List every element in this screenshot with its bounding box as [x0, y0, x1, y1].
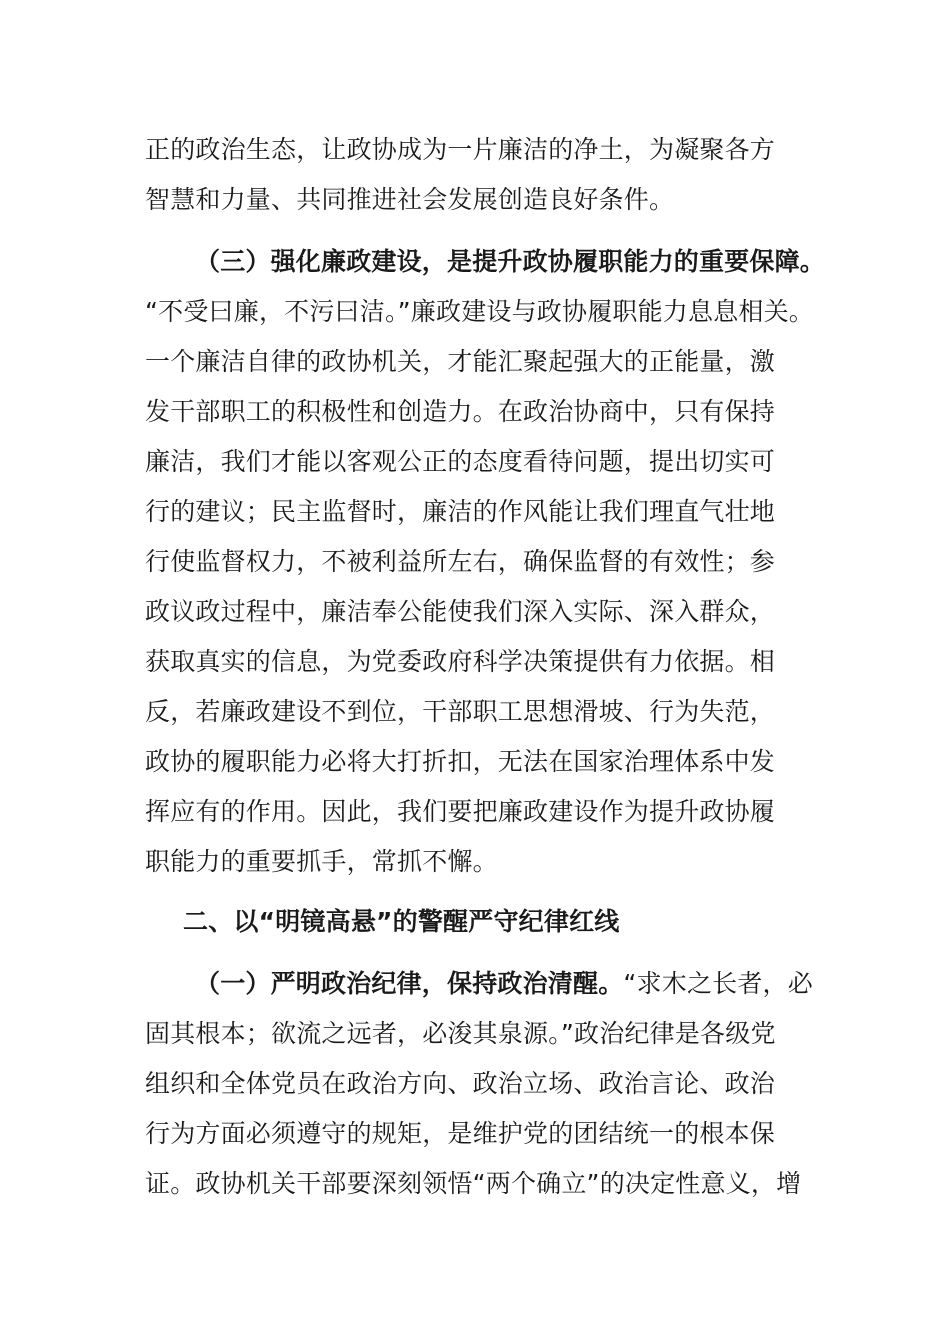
section-heading-3: （三）强化廉政建设，是提升政协履职能力的重要保障。: [195, 247, 826, 276]
body-line: 证。政协机关干部要深刻领悟“两个确立”的决定性意义，增: [145, 1169, 802, 1198]
body-line: 职能力的重要抓手，常抓不懈。: [145, 847, 498, 876]
body-line: 发干部职工的积极性和创造力。在政治协商中，只有保持: [145, 397, 776, 426]
paragraph-first-line: [195, 966, 813, 1002]
body-line: 智慧和力量、共同推进社会发展创造良好条件。: [145, 185, 675, 214]
body-line: 政协的履职能力必将大打折扣，无法在国家治理体系中发: [145, 747, 776, 776]
body-line: 行使监督权力，不被利益所左右，确保监督的有效性；参: [145, 547, 776, 576]
subsection-heading-1: （一）严明政治纪律，保持政治清醒。: [195, 969, 624, 998]
body-line: 组织和全体党员在政治方向、政治立场、政治言论、政治: [145, 1069, 776, 1098]
body-line: 政议政过程中，廉洁奉公能使我们深入实际、深入群众，: [145, 597, 776, 626]
body-line: 挥应有的作用。因此，我们要把廉政建设作为提升政协履: [145, 797, 776, 826]
body-line: 行为方面必须遵守的规矩，是维护党的团结统一的根本保: [145, 1119, 776, 1148]
body-line: 固其根本；欲流之远者，必浚其泉源。”政治纪律是各级党: [145, 1019, 776, 1048]
quote-start: “求木之长者，必: [623, 969, 813, 998]
body-line: 廉洁，我们才能以客观公正的态度看待问题，提出切实可: [145, 447, 776, 476]
body-line: 一个廉洁自律的政协机关，才能汇聚起强大的正能量，激: [145, 347, 776, 376]
body-line: 行的建议；民主监督时，廉洁的作风能让我们理直气壮地: [145, 497, 776, 526]
body-line: 反，若廉政建设不到位，干部职工思想滑坡、行为失范，: [145, 697, 776, 726]
body-line: 获取真实的信息，为党委政府科学决策提供有力依据。相: [145, 647, 776, 676]
body-line: 正的政治生态，让政协成为一片廉洁的净土，为凝聚各方: [145, 135, 776, 164]
body-line: “不受曰廉，不污曰洁。”廉政建设与政协履职能力息息相关。: [145, 297, 815, 326]
section-heading-2: 二、以“明镜高悬”的警醒严守纪律红线: [183, 907, 620, 936]
